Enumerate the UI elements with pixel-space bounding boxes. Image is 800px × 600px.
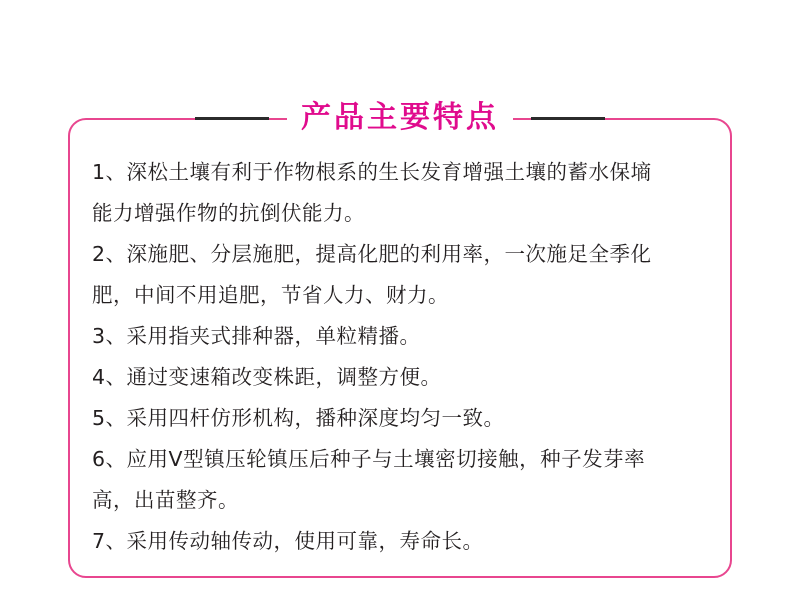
list-item: 能力增强作物的抗倒伏能力。 bbox=[92, 201, 365, 225]
feature-list bbox=[92, 152, 720, 562]
list-item: 4、通过变速箱改变株距，调整方便。 bbox=[92, 365, 442, 389]
list-item: 7、采用传动轴传动，使用可靠，寿命长。 bbox=[92, 529, 484, 553]
list-item: 1、深松土壤有利于作物根系的生长发育增强土壤的蓄水保墒 bbox=[92, 160, 652, 184]
list-item: 5、采用四杆仿形机构，播种深度均匀一致。 bbox=[92, 406, 505, 430]
page-title: 产品主要特点 bbox=[287, 103, 513, 133]
list-item: 高，出苗整齐。 bbox=[92, 488, 239, 512]
list-item: 肥，中间不用追肥，节省人力、财力。 bbox=[92, 283, 449, 307]
list-item: 3、采用指夹式排种器，单粒精播。 bbox=[92, 324, 421, 348]
list-item: 2、深施肥、分层施肥，提高化肥的利用率，一次施足全季化 bbox=[92, 242, 652, 266]
list-item: 6、应用V型镇压轮镇压后种子与土壤密切接触，种子发芽率 bbox=[92, 447, 646, 471]
